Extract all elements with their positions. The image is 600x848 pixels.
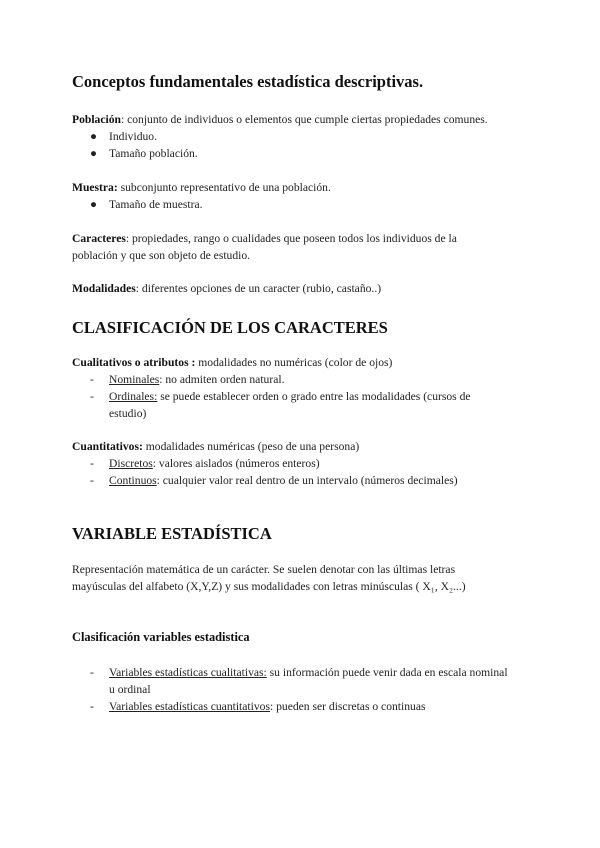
ordinales-item [109, 389, 504, 422]
variables-cuantitativos-item [109, 699, 426, 716]
cuantitativos-paragraph [72, 439, 359, 456]
nominales-term: Nominales [109, 373, 160, 386]
variable-paragraph: Representación matemática de un carácter. Se suelen denotar con las últimas letras mayúsculas del alfabeto (X,Y,Z) y sus modalidades con letras minúsculas ( X₁, X₂...) [72, 563, 466, 593]
dash-marker: - [90, 390, 94, 403]
variable-heading: VARIABLE ESTADÍSTICA [72, 524, 272, 543]
continuos-item [109, 473, 458, 490]
page-title: Conceptos fundamentales estadística descriptivas. [72, 72, 424, 91]
dash-marker: - [90, 700, 94, 713]
clasificacion-heading: CLASIFICACIÓN DE LOS CARACTERES [72, 318, 388, 337]
variables-cuantitativos-term: Variables estadísticas cuantitativos [109, 700, 270, 713]
muestra-definition: subconjunto representativo de una población. [117, 181, 331, 194]
poblacion-bullet-individuo: Individuo. [109, 130, 157, 143]
discretos-text: : valores aislados (números enteros) [152, 457, 320, 470]
modalidades-term: Modalidades [72, 282, 136, 295]
poblacion-paragraph [72, 112, 488, 129]
muestra-bullet-tamano: Tamaño de muestra. [109, 198, 203, 211]
cualitativos-paragraph [72, 355, 392, 372]
bullet-marker: ● [90, 130, 98, 143]
caracteres-definition: : propiedades, rango o cualidades que poseen todos los individuos de la población y que son objeto de estudio. [72, 232, 457, 262]
discretos-item [109, 456, 320, 473]
cuantitativos-term: Cuantitativos: [72, 440, 143, 453]
discretos-term: Discretos [109, 457, 153, 470]
clasificacion-variables-heading: Clasificación variables estadistica [72, 630, 250, 644]
modalidades-paragraph [72, 281, 381, 298]
ordinales-term: Ordinales: [109, 390, 158, 403]
cualitativos-term: Cualitativos o atributos : [72, 356, 196, 369]
poblacion-bullet-tamano: Tamaño población. [109, 147, 198, 160]
variables-cualitativas-item [109, 665, 509, 698]
muestra-paragraph [72, 180, 331, 197]
nominales-item [109, 372, 284, 389]
variables-cuantitativos-text: : pueden ser discretas o continuas [269, 700, 426, 713]
dash-marker: - [90, 474, 94, 487]
cuantitativos-definition: modalidades numéricas (peso de una persona) [142, 440, 360, 453]
poblacion-term: Población [72, 113, 121, 126]
ordinales-text: se puede establecer orden o grado entre las modalidades (cursos de estudio) [109, 390, 471, 420]
continuos-term: Continuos [109, 474, 157, 487]
dash-marker: - [90, 373, 94, 386]
cualitativos-definition: modalidades no numéricas (color de ojos) [195, 356, 393, 369]
variables-cualitativas-text: su información puede venir dada en escala nominal u ordinal [109, 666, 508, 696]
poblacion-definition: : conjunto de individuos o elementos que cumple ciertas propiedades comunes. [120, 113, 488, 126]
caracteres-paragraph [72, 231, 500, 264]
continuos-text: : cualquier valor real dentro de un intervalo (números decimales) [156, 474, 458, 487]
bullet-marker: ● [90, 198, 98, 211]
variables-cualitativas-term: Variables estadísticas cualitativas: [109, 666, 267, 679]
nominales-text: : no admiten orden natural. [159, 373, 285, 386]
dash-marker: - [90, 457, 94, 470]
bullet-marker: ● [90, 147, 98, 160]
muestra-term: Muestra: [72, 181, 118, 194]
modalidades-definition: : diferentes opciones de un caracter (rubio, castaño..) [135, 282, 382, 295]
dash-marker: - [90, 666, 94, 679]
caracteres-term: Caracteres [72, 232, 126, 245]
